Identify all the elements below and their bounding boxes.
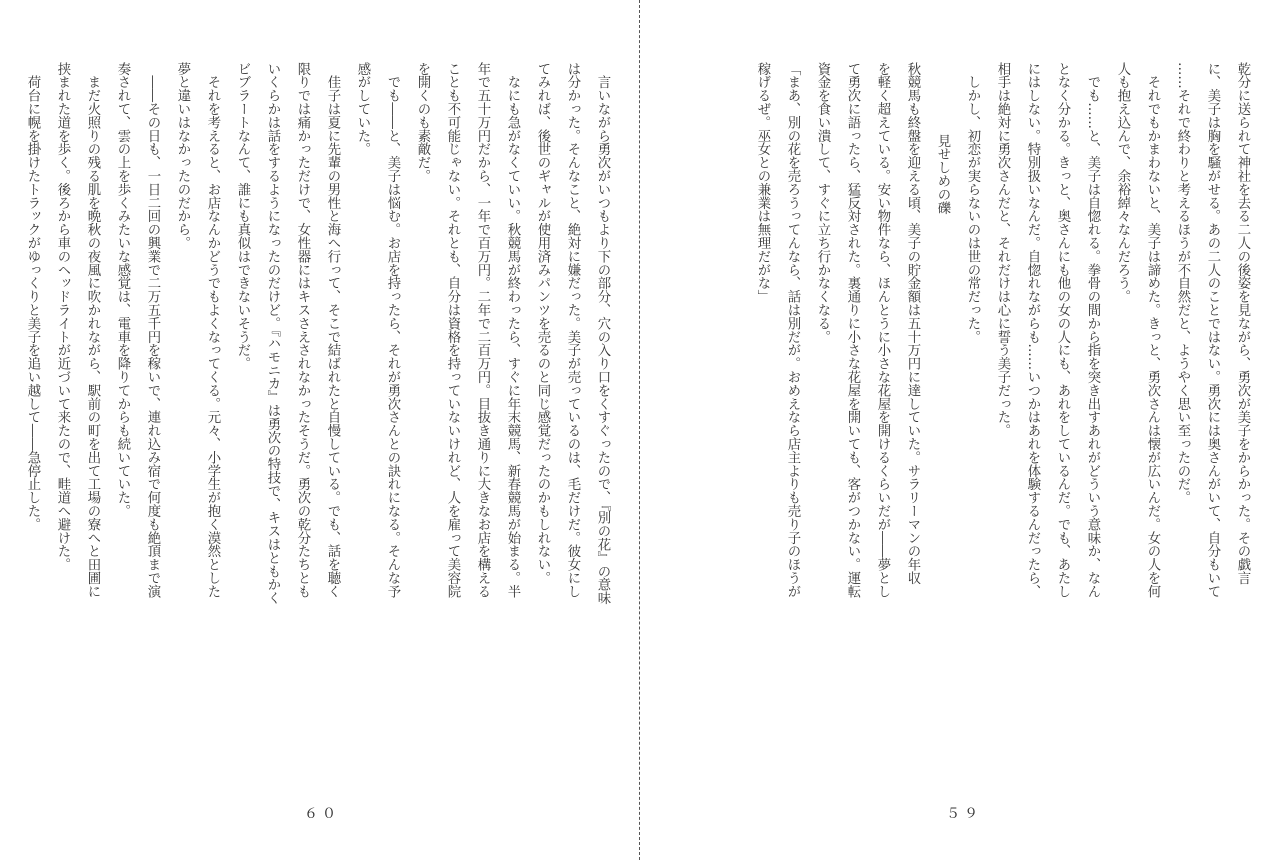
text-line: でも……と、美子は自惚れる。拳骨の間から指を突き出すあれがどういう意味か、なん [1085, 62, 1100, 598]
text-line: しかし、初恋が実らないのは世の常だった。 [965, 62, 980, 344]
text-line: ビブラートなんて、誰にも真似はできないそうだ。 [235, 62, 250, 371]
page-number-right: ５９ [946, 806, 982, 822]
text-line: となく分かる。きっと、奥さんにも他の女の人にも、あれをしているんだ。でも、あたし [1055, 62, 1070, 598]
text-line: て勇次に語ったら、猛反対された。裏通りに小さな花屋を開いても、客がつかない。運転 [845, 62, 860, 598]
text-line: ……それで終わりと考えるほうが不自然だと、ようやく思い至ったのだ。 [1175, 62, 1190, 505]
text-line: それを考えると、お店なんかどうでもよくなってくる。元々、小学生が抱く漠然とした [205, 62, 220, 598]
text-line: 佳子は夏に先輩の男性と海へ行って、そこで結ばれたと自慢している。でも、話を聴く [325, 62, 340, 598]
text-line: にはしない。特別扱いなんだ。自惚れながらも……いつかはあれを体験するんだったら、 [1025, 62, 1040, 598]
section-title: 見せしめの礫 [935, 134, 950, 215]
text-line: を軽く超えている。安い物件なら、ほんとうに小さな花屋を開けるくらいだが――夢とし [875, 62, 890, 598]
text-line: 「まあ、別の花を売ろうってんなら、話は別だが。おめえなら店主よりも売り子のほうが [785, 62, 800, 598]
text-line: ――その日も、一日二回の興業で二万五千円を稼いで、連れ込み宿で何度も絶頂まで演 [145, 62, 160, 598]
text-line: を開くのも素敵だ。 [415, 62, 430, 183]
text-line: は分かった。そんなこと、絶対に嫌だった。美子が売っているのは、毛だけだ。彼女にし [565, 62, 580, 598]
page-divider [639, 0, 640, 860]
text-line: 秋競馬も終盤を迎える頃、美子の貯金額は五十万円に達していた。サラリーマンの年収 [905, 62, 920, 585]
text-line: 言いながら勇次がいつもより下の部分、穴の入り口をくすぐったので、『別の花』の意味 [595, 62, 610, 605]
text-line: ことも不可能じゃない。それとも、自分は資格を持っていないけれど、人を雇って美容院 [445, 62, 460, 598]
text-line: それでもかまわないと、美子は諦めた。きっと、勇次さんは懐が広いんだ。女の人を何 [1145, 62, 1160, 598]
text-line: 年で五十万円だから、一年で百万円。二年で二百万円。目抜き通りに大きなお店を構える [475, 62, 490, 598]
text-line: 資金を食い潰して、すぐに立ち行かなくなる。 [815, 62, 830, 344]
text-line: いくらかは話をするようになったのだけど。『ハモニカ』は勇次の特技で、キスはともかく [265, 62, 280, 605]
text-line: 夢と違いはなかったのだから。 [175, 62, 190, 250]
text-line: 感がしていた。 [355, 62, 370, 156]
left-page-text [17, 62, 617, 607]
text-line: 相手は絶対に勇次さんだと、それだけは心に誓う美子だった。 [995, 62, 1010, 438]
text-line: でも――と、美子は悩む。お店を持ったら、それが勇次さんとの訣れになる。そんな予 [385, 62, 400, 598]
text-line: 稼げるぜ。巫女との兼業は無理だがな」 [755, 62, 770, 304]
text-line: まだ火照りの残る肌を晩秋の夜風に吹かれながら、駅前の町を出て工場の寮へと田圃に [85, 62, 100, 598]
text-line: 乾分に送られて神社を去る二人の後姿を見ながら、勇次が美子をからかった。その戯言 [1235, 62, 1250, 585]
text-line: 荷台に幌を掛けたトラックがゆっくりと美子を追い越して――急停止した。 [25, 62, 40, 531]
text-line: てみれば、後世のギャルが使用済みパンツを売るのと同じ感覚だったのかもしれない。 [535, 62, 550, 585]
text-line: 限りでは痛かっただけで、女性器にはキスさえされなかったそうだ。勇次の乾分たちとも [295, 62, 310, 598]
text-line: 挟まれた道を歩く。後ろから車のヘッドライトが近づいて来たので、畦道へ避けた。 [55, 62, 70, 572]
right-page-text [657, 62, 1257, 607]
text-line: 奏されて、雲の上を歩くみたいな感覚は、電車を降りてからも続いていた。 [115, 62, 130, 518]
text-line: に、美子は胸を騒がせる。あの二人のことではない。勇次には奥さんがいて、自分もいて [1205, 62, 1220, 598]
text-line: なにも急がなくていい。秋競馬が終わったら、すぐに年末競馬、新春競馬が始まる。半 [505, 62, 520, 598]
page-number-left: ６０ [304, 806, 340, 822]
text-line: 人も抱え込んで、余裕綽々なんだろう。 [1115, 62, 1130, 304]
